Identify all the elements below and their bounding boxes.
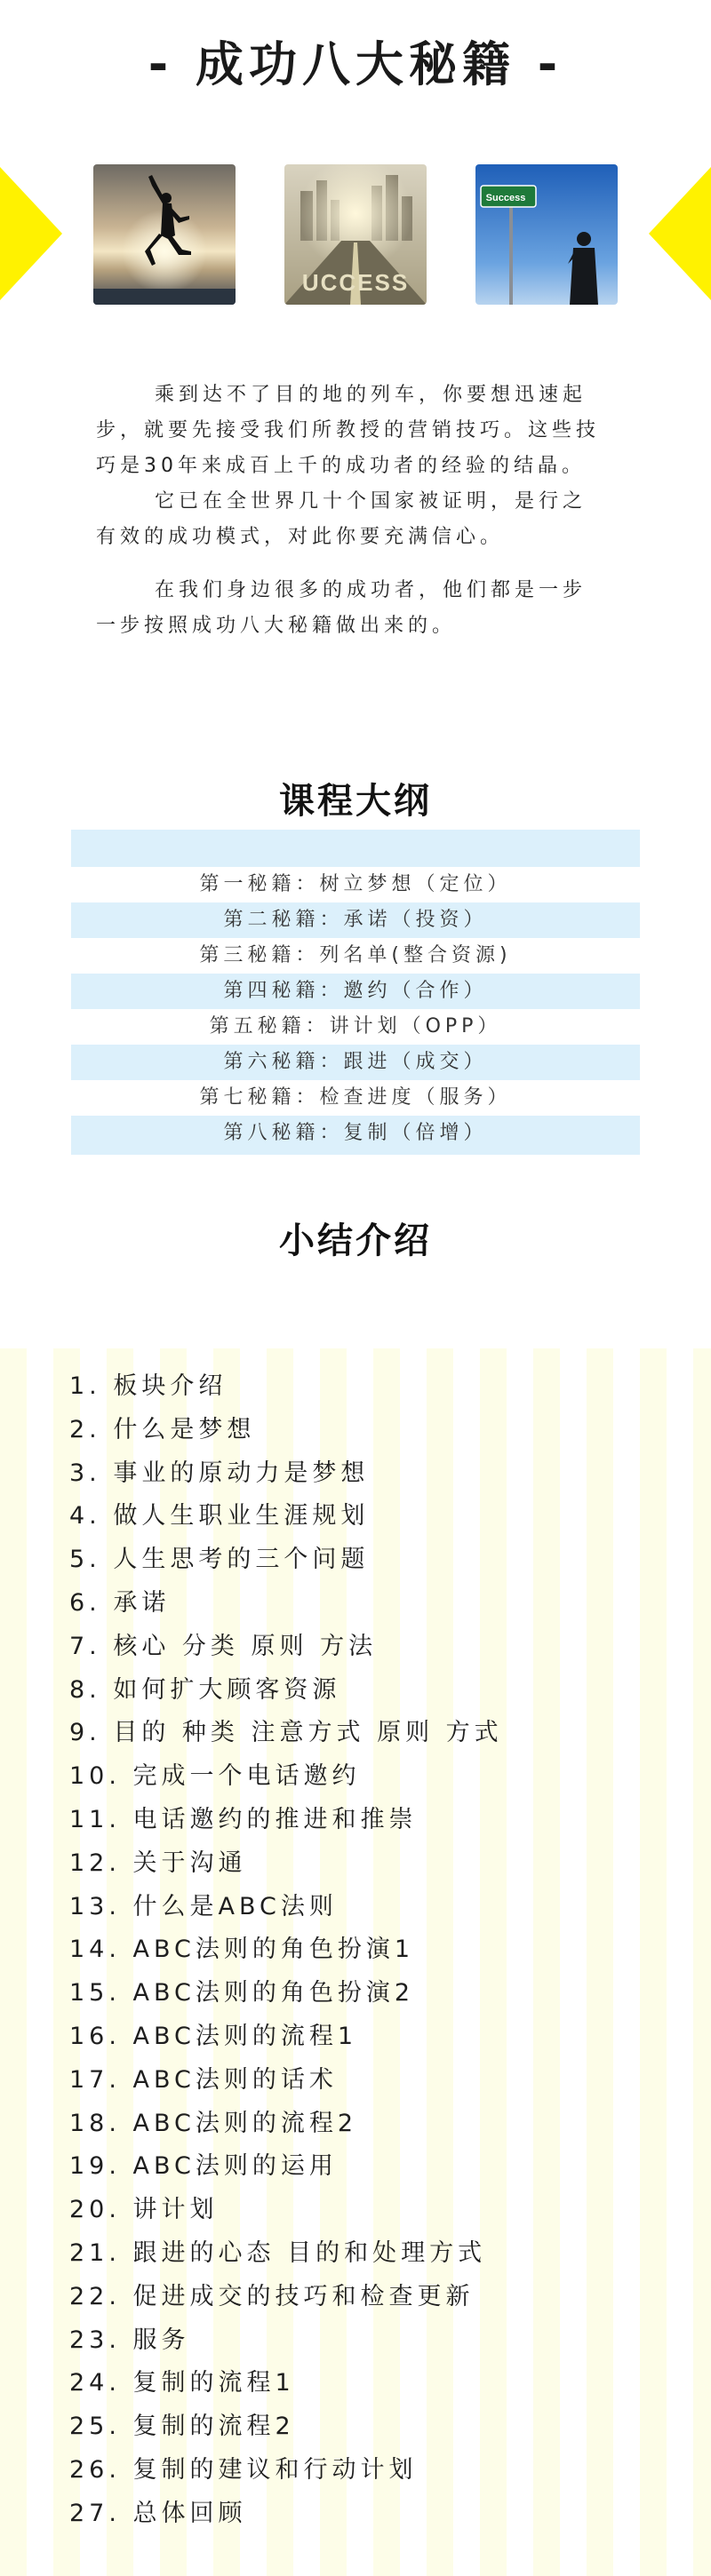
summary-item: 4. 做人生职业生涯规划 [69,1502,370,1530]
yellow-triangle-right [649,167,711,300]
syllabus-row: 第五秘籍：讲计划（OPP） [209,1015,502,1038]
summary-item: 21. 跟进的心态 目的和处理方式 [69,2238,487,2267]
syllabus-row: 第三秘籍：列名单(整合资源) [199,944,512,966]
syllabus-header-row [71,830,640,867]
summary-item: 14. ABC法则的角色扮演1 [69,1936,415,1964]
summary-item: 3. 事业的原动力是梦想 [69,1459,370,1487]
summary-item: 22. 促进成交的技巧和检查更新 [69,2282,475,2310]
summary-item: 9. 目的 种类 注意方式 原则 方式 [69,1719,503,1747]
intro-text [96,378,604,644]
yellow-triangle-left [0,167,62,300]
summary-item: 26. 复制的建议和行动计划 [69,2455,418,2484]
summary-item: 5. 人生思考的三个问题 [69,1546,370,1574]
success-sign-businessman-photo [475,164,618,305]
summary-item: 17. ABC法则的话术 [69,2065,338,2094]
syllabus-row: 第二秘籍：承诺（投资） [71,902,640,938]
summary-item: 8. 如何扩大顾客资源 [69,1675,341,1704]
summary-item: 18. ABC法则的流程2 [69,2109,358,2137]
svg-text:UCCESS: UCCESS [301,269,410,296]
syllabus-row: 第七秘籍：检查进度（服务） [199,1086,512,1109]
summary-item: 20. 讲计划 [69,2196,219,2224]
summary-item: 15. ABC法则的角色扮演2 [69,1979,415,2008]
summary-list [69,1365,674,2536]
summary-item: 25. 复制的流程2 [69,2413,295,2441]
summary-item: 19. ABC法则的运用 [69,2152,338,2181]
syllabus-row: 第一秘籍：树立梦想（定位） [199,873,512,895]
intro-paragraph: 在我们身边很多的成功者，他们都是一步一步按照成功八大秘籍做出来的。 [96,579,587,637]
summary-heading: 小结介绍 [279,1220,432,1261]
intro-paragraph: 乘到达不了目的地的列车，你要想迅速起步，就要先接受我们所教授的营销技巧。这些技巧是30年来成百上千的成功者的经验的结晶。 [96,384,601,477]
success-road-city-photo [284,164,427,305]
sign-text: Success [485,193,526,203]
summary-item: 27. 总体回顾 [69,2499,247,2527]
summary-item: 6. 承诺 [69,1588,171,1617]
summary-item: 13. 什么是ABC法则 [69,1892,338,1920]
summary-item: 24. 复制的流程1 [69,2369,295,2397]
summary-item: 10. 完成一个电话邀约 [69,1762,361,1791]
summary-item: 16. ABC法则的流程1 [69,2022,358,2050]
syllabus-row: 第六秘籍：跟进（成交） [71,1045,640,1080]
syllabus-row: 第四秘籍：邀约（合作） [71,974,640,1009]
intro-paragraph: 它已在全世界几十个国家被证明，是行之有效的成功模式，对此你要充满信心。 [96,490,587,548]
jumping-man-sunset-photo [93,164,236,305]
summary-item: 23. 服务 [69,2326,190,2354]
syllabus-table [71,830,640,1155]
summary-item: 7. 核心 分类 原则 方法 [69,1632,378,1660]
summary-item: 11. 电话邀约的推进和推崇 [69,1805,418,1833]
summary-item: 2. 什么是梦想 [69,1415,256,1443]
page-title: - 成功八大秘籍 - [148,36,563,92]
summary-item: 12. 关于沟通 [69,1849,247,1877]
syllabus-heading: 课程大纲 [279,781,432,822]
summary-item: 1. 板块介绍 [69,1372,228,1400]
syllabus-row: 第八秘籍：复制（倍增） [71,1116,640,1155]
